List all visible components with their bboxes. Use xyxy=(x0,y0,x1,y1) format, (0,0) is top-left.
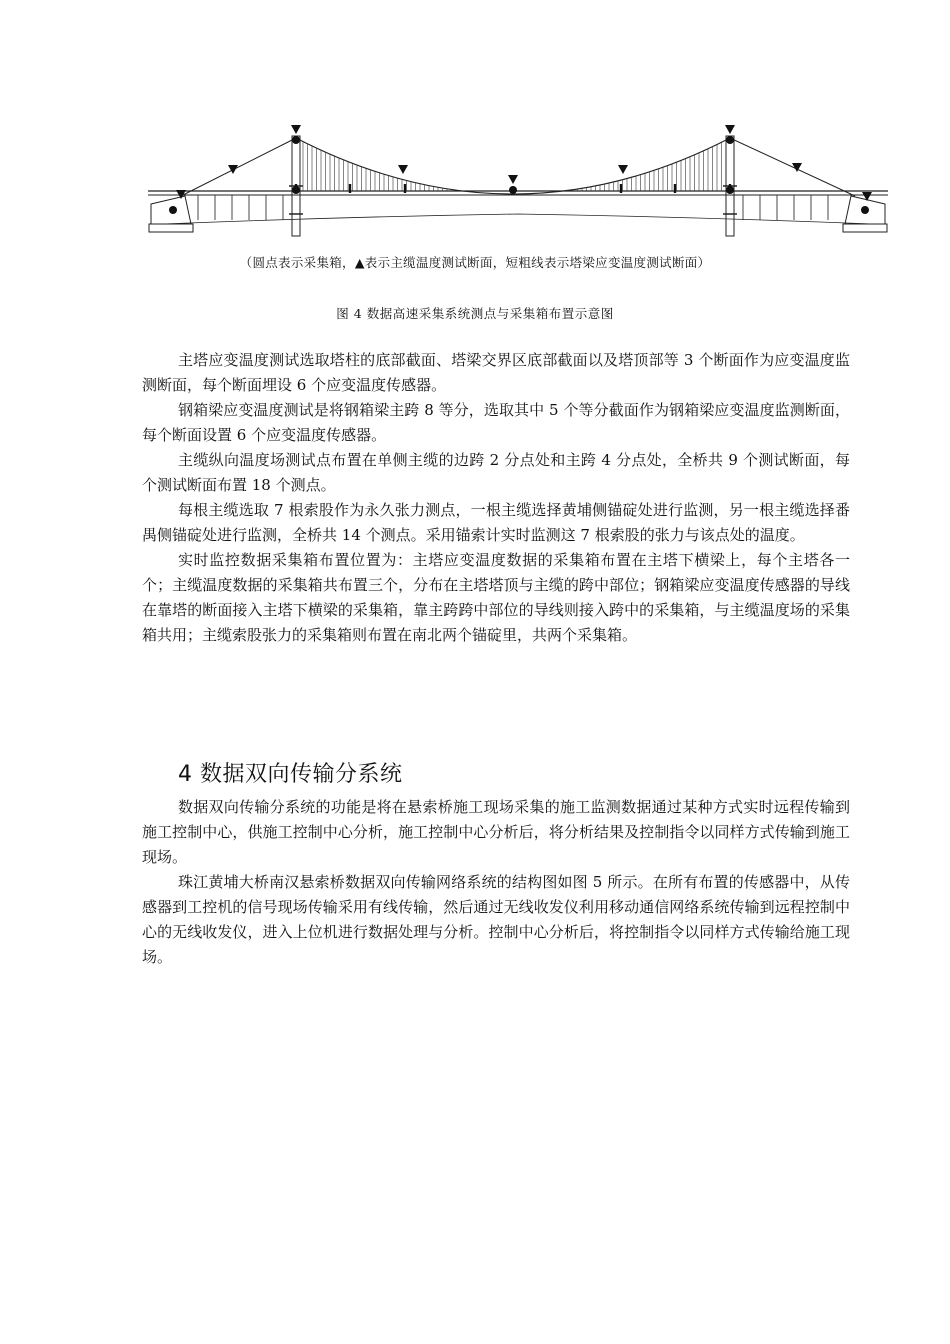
cable-temp-marker xyxy=(725,125,735,134)
right-side-cable xyxy=(730,138,855,196)
cable-temp-marker xyxy=(228,165,238,174)
paragraph: 珠江黄埔大桥南汉悬索桥数据双向传输网络系统的结构图如图 5 所示。在所有布置的传感器中，从传感器到工控机的信号现场传输采用有线传输，然后通过无线收发仪利用移动通信网络系统传输到远程控制中心的无线收发仪，进入上位机进行数据处理与分析。控制中心分析后，将控制指令以同样方式传输给施工现场。 xyxy=(142,873,850,966)
strain-section-bar xyxy=(674,184,676,193)
collection-box-dot xyxy=(861,206,869,214)
strain-section-bar xyxy=(729,184,731,193)
cable-temp-marker xyxy=(862,192,872,201)
body-text-upper xyxy=(142,348,850,648)
paragraph: 每根主缆选取 7 根索股作为永久张力测点，一根主缆选择黄埔侧锚碇处进行监测，另一根主缆选择番禺侧锚碇处进行监测，全桥共 14 个测点。采用锚索计实时监测这 7 根索股的张力与该点处的温度。 xyxy=(142,501,850,544)
strain-section-bar xyxy=(349,184,351,193)
strain-section-bar xyxy=(404,184,406,193)
collection-box-dot xyxy=(726,136,734,144)
strain-section-bar xyxy=(620,184,622,193)
cable-temp-marker xyxy=(618,165,628,174)
ground-line xyxy=(163,214,873,224)
bridge-layout-figure xyxy=(143,124,893,240)
paragraph: 数据双向传输分系统的功能是将在悬索桥施工现场采集的施工监测数据通过某种方式实时远程传输到施工控制中心，供施工控制中心分析，施工控制中心分析后，将分析结果及控制指令以同样方式传输到施工现场。 xyxy=(142,798,850,866)
figure-legend: （圆点表示采集箱，▲表示主缆温度测试断面，短粗线表示塔梁应变温度测试断面） xyxy=(239,255,711,270)
paragraph: 主缆纵向温度场测试点布置在单侧主缆的边跨 2 分点处和主跨 4 分点处，全桥共 9 个测试断面，每个测试断面布置 18 个测点。 xyxy=(142,451,850,494)
paragraph: 实时监控数据采集箱布置位置为：主塔应变温度数据的采集箱布置在主塔下横梁上，每个主塔各一个；主缆温度数据的采集箱共布置三个，分布在主塔塔顶与主缆的跨中部位；钢箱梁应变温度传感器的导线在靠塔的断面接入主塔下横梁的采集箱，靠主跨跨中部位的导线则接入跨中的采集箱，与主缆温度场的采集箱共用；主缆索股张力的采集箱则布置在南北两个锚碇里，共两个采集箱。 xyxy=(142,551,850,644)
strain-section-bar xyxy=(295,184,297,193)
cable-temp-marker xyxy=(508,175,518,184)
cable-temp-marker xyxy=(398,165,408,174)
bridge-diagram xyxy=(143,124,893,240)
collection-box-dot xyxy=(509,186,517,194)
collection-box-dot xyxy=(292,136,300,144)
figure-caption: 图 4 数据高速采集系统测点与采集箱布置示意图 xyxy=(336,306,614,321)
body-text-lower xyxy=(142,795,850,970)
section-heading: 4 数据双向传输分系统 xyxy=(178,762,403,787)
main-cable xyxy=(296,138,730,194)
left-side-cable xyxy=(181,138,296,196)
cable-temp-marker xyxy=(291,125,301,134)
collection-box-dot xyxy=(169,206,177,214)
paragraph: 钢箱梁应变温度测试是将钢箱梁主跨 8 等分，选取其中 5 个等分截面作为钢箱梁应变温度监测断面，每个断面设置 6 个应变温度传感器。 xyxy=(142,401,850,444)
paragraph: 主塔应变温度测试选取塔柱的底部截面、塔梁交界区底部截面以及塔顶部等 3 个断面作为应变温度监测断面，每个断面埋设 6 个应变温度传感器。 xyxy=(142,351,850,394)
